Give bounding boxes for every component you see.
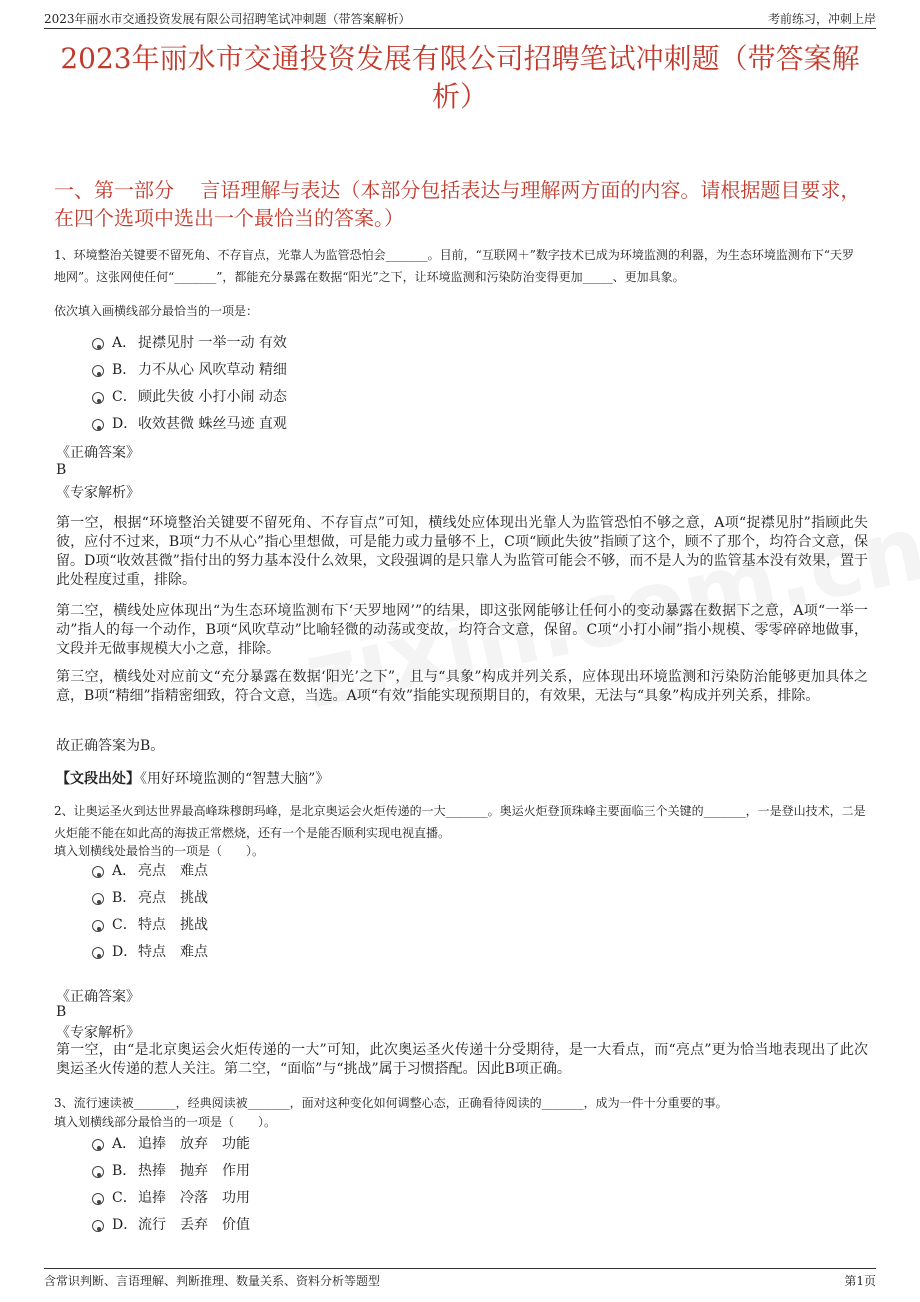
analysis-paragraph: 第一空，由“是北京奥运会火炬传递的一大”可知，此次奥运圣火传递十分受期待，是一大看点，而“亮点”更为恰当地表现出了此次奥运圣火传递的惹人关注。第二空，“面临”与“挑战”属于习惯搭配。因此B项正确。 bbox=[56, 1042, 868, 1077]
question-3-prompt: 填入划横线部分最恰当的一项是（ ）。 bbox=[54, 1115, 277, 1129]
radio-icon[interactable] bbox=[92, 338, 104, 350]
question-2-options bbox=[92, 860, 208, 968]
radio-icon[interactable] bbox=[92, 392, 104, 404]
document-title: 2023年丽水市交通投资发展有限公司招聘笔试冲刺题（带答案解析） bbox=[60, 42, 860, 113]
option-d[interactable]: D．收效甚微 蛛丝马迹 直观 bbox=[92, 413, 287, 440]
radio-icon[interactable] bbox=[92, 920, 104, 932]
radio-icon[interactable] bbox=[92, 1139, 104, 1151]
page-footer bbox=[44, 1268, 876, 1291]
question-1-text: 1、环境整治关键要不留死角、不存盲点，光靠人为监管恐怕会_______。目前，“互联网＋”数字技术已成为环境监测的利器，为生态环境监测布下“天罗地网”。这张网使任何“_______”，都能充分暴露在数据“阳光”之下，让环境监测和污染防治变得更加_____、更加具象。 bbox=[54, 248, 855, 284]
question-3-text: 3、流行速读被_______，经典阅读被_______，面对这种变化如何调整心态，正确看待阅读的_______，成为一件十分重要的事。 bbox=[54, 1096, 728, 1110]
option-a[interactable]: A． 捉襟见肘 一举一动 有效 bbox=[92, 332, 287, 359]
analysis-paragraph-3: 第三空，横线处对应前文“充分暴露在数据‘阳光’之下”，且与“具象”构成并列关系，应体现出环境监测和污染防治能够更加具体之意，B项“精细”指精密细致，符合文意，当选。A项“有效”指能实现预期目的，有效果，无法与“具象”构成并列关系，排除。 bbox=[56, 669, 868, 704]
radio-icon[interactable] bbox=[92, 893, 104, 905]
option-b[interactable]: B． 力不从心 风吹草动 精细 bbox=[92, 359, 287, 386]
section-heading: 一、第一部分 言语理解与表达（本部分包括表达与理解两方面的内容。请根据题目要求，在四个选项中选出一个最恰当的答案。） bbox=[54, 178, 861, 230]
source-line bbox=[56, 768, 329, 788]
analysis-paragraph-2: 第二空，横线处应体现出“为生态环境监测布下‘天罗地网’”的结果，即这张网能够让任何小的变动暴露在数据下之意，A项“一举一动”指人的每一个动作，B项“风吹草动”比喻轻微的动荡或变故，均符合文意，保留。C项“小打小闹”指小规模、零零碎碎地做事，文段并无做事规模大小之意，排除。 bbox=[56, 603, 868, 657]
page-header bbox=[44, 8, 876, 29]
radio-icon[interactable] bbox=[92, 419, 104, 431]
radio-icon[interactable] bbox=[92, 1220, 104, 1232]
source-title: 《用好环境监测的“智慧大脑”》 bbox=[140, 771, 330, 787]
answer-label: 《正确答案》 bbox=[56, 989, 140, 1005]
footer-note: 含常识判断、言语理解、判断推理、数量关系、资料分析等题型 bbox=[44, 1274, 381, 1288]
radio-icon[interactable] bbox=[92, 1193, 104, 1205]
page-number: 第1页 bbox=[844, 1274, 876, 1288]
radio-icon[interactable] bbox=[92, 1166, 104, 1178]
question-1-options bbox=[92, 332, 287, 440]
radio-icon[interactable] bbox=[92, 866, 104, 878]
option-d[interactable]: D．流行 丢弃 价值 bbox=[92, 1214, 250, 1241]
option-a[interactable]: A． 追捧 放弃 功能 bbox=[92, 1133, 250, 1160]
option-a[interactable]: A． 亮点 难点 bbox=[92, 860, 208, 887]
radio-icon[interactable] bbox=[92, 947, 104, 959]
option-d[interactable]: D．特点 难点 bbox=[92, 941, 208, 968]
question-2-text: 2、让奥运圣火到达世界最高峰珠穆朗玛峰，是北京奥运会火炬传递的一大_______。奥运火炬登顶珠峰主要面临三个关键的_______，一是登山技术，二是火炬能不能在如此高的海拔正常燃烧，还有一个是能否顺利实现电视直播。 bbox=[54, 804, 866, 840]
option-c[interactable]: C．追捧 冷落 功用 bbox=[92, 1187, 250, 1214]
question-1-prompt: 依次填入画横线部分最恰当的一项是： bbox=[54, 304, 259, 318]
option-c[interactable]: C．特点 挑战 bbox=[92, 914, 208, 941]
analysis-label: 《专家解析》 bbox=[56, 485, 140, 501]
radio-icon[interactable] bbox=[92, 365, 104, 377]
header-slogan: 考前练习，冲刺上岸 bbox=[767, 12, 876, 26]
option-b[interactable]: B． 亮点 挑战 bbox=[92, 887, 208, 914]
analysis-conclusion: 故正确答案为B。 bbox=[56, 738, 165, 754]
question-3-options bbox=[92, 1133, 250, 1241]
source-label: 【文段出处】 bbox=[56, 771, 140, 787]
option-b[interactable]: B． 热捧 抛弃 作用 bbox=[92, 1160, 250, 1187]
header-title: 2023年丽水市交通投资发展有限公司招聘笔试冲刺题（带答案解析） bbox=[44, 12, 411, 26]
answer-value: B bbox=[56, 1004, 67, 1020]
analysis-label: 《专家解析》 bbox=[56, 1025, 140, 1041]
question-2-prompt: 填入划横线处最恰当的一项是（ ）。 bbox=[54, 844, 265, 858]
option-c[interactable]: C．顾此失彼 小打小闹 动态 bbox=[92, 386, 287, 413]
analysis-paragraph-1: 第一空，根据“环境整治关键要不留死角、不存盲点”可知，横线处应体现出光靠人为监管恐怕不够之意，A项“捉襟见肘”指顾此失彼，应付不过来，B项“力不从心”指心里想做，可是能力或力量够不上，C项“顾此失彼”指顾了这个，顾不了那个，均符合文意，保留。D项“收效甚微”指付出的努力基本没什么效果，文段强调的是只靠人为监管可能会不够，而不是人为的监管基本没有效果，置于此处程度过重，排除。 bbox=[56, 515, 868, 588]
answer-value: B bbox=[56, 462, 67, 478]
answer-label: 《正确答案》 bbox=[56, 445, 140, 461]
